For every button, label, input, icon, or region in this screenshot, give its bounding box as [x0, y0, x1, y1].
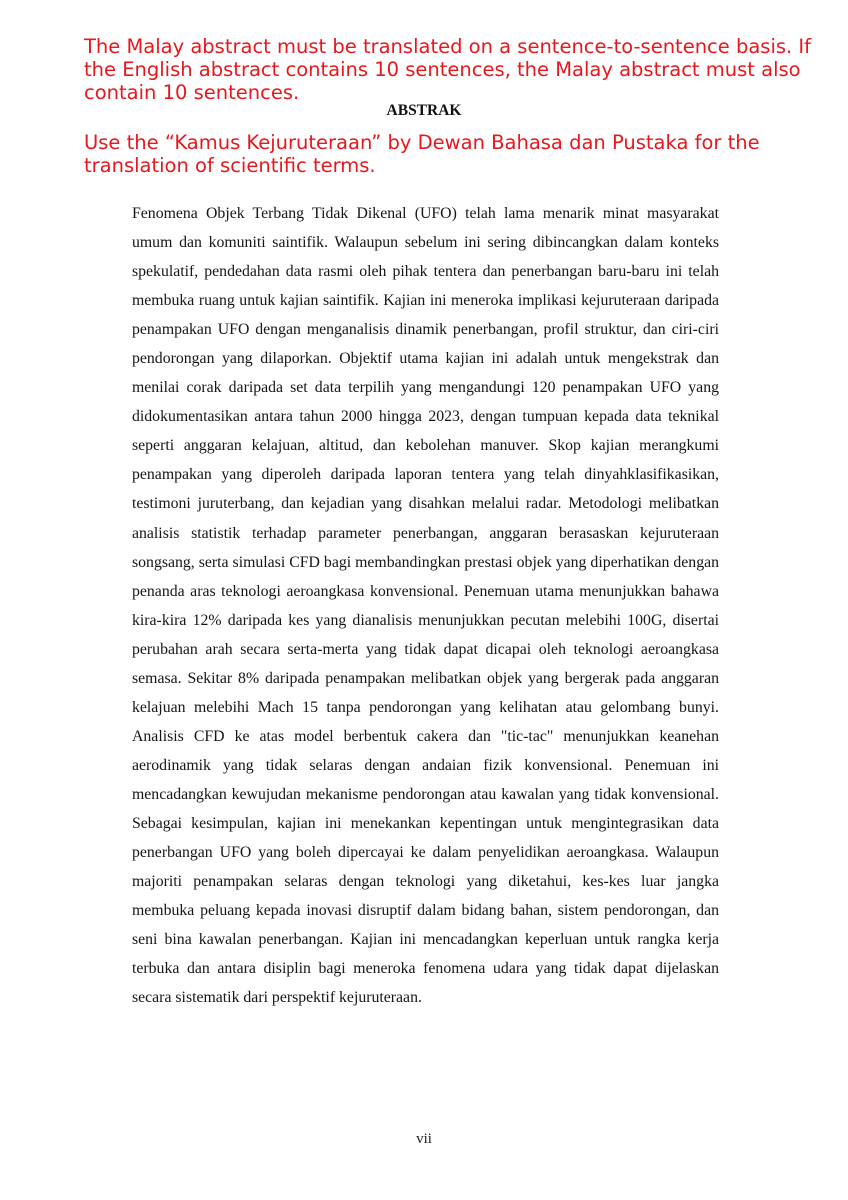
page-number: vii	[416, 1131, 432, 1147]
abstract-body: Fenomena Objek Terbang Tidak Dikenal (UFO) telah lama menarik minat masyarakat umum dan komuniti saintifik. Walaupun sebelum ini sering dibincangkan dalam konteks spekulatif, pendedahan data rasmi oleh pihak tentera dan penerbangan baru-baru ini telah membuka ruang untuk kajian saintifik. Kajian ini meneroka implikasi kejuruteraan daripada penampakan UFO dengan menganalisis dinamik penerbangan, profil struktur, dan ciri-ciri pendorongan yang dilaporkan. Objektif utama kajian ini adalah untuk mengekstrak dan menilai corak daripada set data terpilih yang mengandungi 120 penampakan UFO yang didokumentasikan antara tahun 2000 hingga 2023, dengan tumpuan kepada data teknikal seperti anggaran kelajuan, altitud, dan kebolehan manuver. Skop kajian merangkumi penampakan yang diperoleh daripada laporan tentera yang telah dinyahklasifikasikan, testimoni juruterbang, dan kejadian yang disahkan melalui radar. Metodologi melibatkan analisis statistik terhadap parameter penerbangan, anggaran berasaskan kejuruteraan songsang, serta simulasi CFD bagi membandingkan prestasi objek yang diperhatikan dengan penanda aras teknologi aeroangkasa konvensional. Penemuan utama menunjukkan bahawa kira-kira 12% daripada kes yang dianalisis menunjukkan pecutan melebihi 100G, disertai perubahan arah secara serta-merta yang tidak dapat dicapai oleh teknologi aeroangkasa semasa. Sekitar 8% daripada penampakan melibatkan objek yang bergerak pada anggaran kelajuan melebihi Mach 15 tanpa pendorongan yang kelihatan atau gelombang bunyi. Analisis CFD ke atas model berbentuk cakera dan "tic-tac" menunjukkan keanehan aerodinamik yang tidak selaras dengan andaian fizik konvensional. Penemuan ini mencadangkan kewujudan mekanisme pendorongan atau kawalan yang tidak konvensional. Sebagai kesimpulan, kajian ini menekankan kepentingan untuk mengintegrasikan data penerbangan UFO yang boleh dipercayai ke dalam penyelidikan aeroangkasa. Walaupun majoriti penampakan selaras dengan teknologi yang diketahui, kes-kes luar jangka membuka peluang kepada inovasi disruptif dalam bidang bahan, sistem pendorongan, dan seni bina kawalan penerbangan. Kajian ini mencadangkan keperluan untuk rangka kerja terbuka dan antara disiplin bagi meneroka fenomena udara yang tidak dapat dijelaskan secara sistematik dari perspektif kejuruteraan.	[132, 205, 719, 1007]
abstract-heading: ABSTRAK	[386, 102, 462, 119]
translation-sentence-note: The Malay abstract must be translated on a sentence-to-sentence basis. If the English abstract contains 10 sentences, the Malay abstract must also contain 10 sentences.	[84, 35, 812, 104]
dictionary-note: Use the “Kamus Kejuruteraan” by Dewan Bahasa dan Pustaka for the translation of scientific terms.	[84, 131, 760, 177]
